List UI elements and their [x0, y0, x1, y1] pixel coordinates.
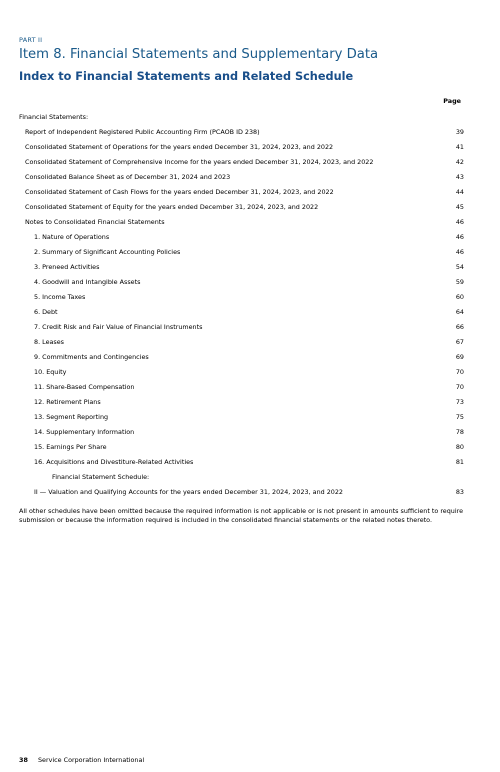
toc-row	[19, 307, 464, 322]
toc-entry-label: Consolidated Statement of Comprehensive Income for the years ended December 31, 2024, 2023, and 2022	[25, 158, 374, 166]
toc-row	[19, 442, 464, 457]
toc-row	[19, 367, 464, 382]
toc-entry-label: Notes to Consolidated Financial Statements	[25, 218, 165, 226]
toc-row	[19, 412, 464, 427]
toc-entry-page: 73	[455, 398, 464, 406]
toc-entry-label: 16. Acquisitions and Divestiture-Related Activities	[34, 458, 194, 466]
toc-entry-label: 15. Earnings Per Share	[34, 443, 107, 451]
toc-entry-page: 46	[455, 218, 464, 226]
page-column-header: Page	[443, 97, 461, 105]
table-of-contents	[19, 112, 464, 502]
toc-entry-label: 4. Goodwill and Intangible Assets	[34, 278, 141, 286]
toc-entry-label: 2. Summary of Significant Accounting Policies	[34, 248, 181, 256]
toc-entry-label: 8. Leases	[34, 338, 65, 346]
toc-entry-page: 54	[455, 263, 464, 271]
toc-row	[19, 157, 464, 172]
toc-entry-label: II — Valuation and Qualifying Accounts for the years ended December 31, 2024, 2023, and 2022	[34, 488, 343, 496]
toc-entry-page: 70	[455, 368, 464, 376]
toc-entry-page: 75	[455, 413, 464, 421]
toc-entry-page: 46	[455, 233, 464, 241]
schedules-note: All other schedules have been omitted because the required information is not applicable or is not present in amounts sufficient to require submission or because the information required is included in the consolidated financial statements or the related notes thereto.	[19, 507, 464, 525]
toc-entry-page: 81	[455, 458, 464, 466]
toc-entry-label: 12. Retirement Plans	[34, 398, 101, 406]
toc-row	[19, 232, 464, 247]
toc-entry-page: 59	[455, 278, 464, 286]
toc-entry-page: 46	[455, 248, 464, 256]
item-title: Item 8. Financial Statements and Supplementary Data	[19, 47, 379, 62]
toc-entry-label: Consolidated Statement of Operations for the years ended December 31, 2024, 2023, and 2022	[25, 143, 334, 151]
toc-entry-label: Consolidated Statement of Equity for the years ended December 31, 2024, 2023, and 2022	[25, 203, 319, 211]
toc-entry-page: 44	[455, 188, 464, 196]
toc-entry-label: 11. Share-Based Compensation	[34, 383, 135, 391]
toc-entry-page: 42	[455, 158, 464, 166]
toc-row	[19, 112, 464, 127]
toc-entry-label: Financial Statement Schedule:	[52, 473, 150, 481]
toc-entry-label: 3. Preneed Activities	[34, 263, 100, 271]
toc-entry-label: 9. Commitments and Contingencies	[34, 353, 149, 361]
toc-entry-page: 70	[455, 383, 464, 391]
toc-row	[19, 352, 464, 367]
index-title: Index to Financial Statements and Related Schedule	[19, 70, 354, 83]
toc-row	[19, 172, 464, 187]
toc-row	[19, 262, 464, 277]
toc-entry-label: 14. Supplementary Information	[34, 428, 135, 436]
toc-row	[19, 427, 464, 442]
toc-row	[19, 127, 464, 142]
toc-row	[19, 322, 464, 337]
toc-entry-page: 45	[455, 203, 464, 211]
toc-entry-label: 1. Nature of Operations	[34, 233, 110, 241]
toc-entry-label: Report of Independent Registered Public Accounting Firm (PCAOB ID 238)	[25, 128, 260, 136]
toc-entry-label: Consolidated Balance Sheet as of December 31, 2024 and 2023	[25, 173, 231, 181]
toc-row	[19, 217, 464, 232]
toc-entry-page: 41	[455, 143, 464, 151]
toc-entry-label: Financial Statements:	[19, 113, 89, 121]
toc-row	[19, 202, 464, 217]
toc-entry-page: 60	[455, 293, 464, 301]
footer-page-number: 38	[19, 756, 28, 764]
toc-entry-page: 66	[455, 323, 464, 331]
toc-row	[19, 457, 464, 472]
toc-row	[19, 292, 464, 307]
toc-entry-label: Consolidated Statement of Cash Flows for the years ended December 31, 2024, 2023, and 2022	[25, 188, 334, 196]
toc-entry-page: 78	[455, 428, 464, 436]
toc-entry-label: 13. Segment Reporting	[34, 413, 109, 421]
toc-row	[19, 187, 464, 202]
toc-entry-page: 83	[455, 488, 464, 496]
toc-row	[19, 472, 464, 487]
toc-entry-page: 64	[455, 308, 464, 316]
toc-row	[19, 337, 464, 352]
toc-entry-label: 6. Debt	[34, 308, 58, 316]
toc-entry-page: 39	[455, 128, 464, 136]
toc-row	[19, 382, 464, 397]
toc-entry-page: 43	[455, 173, 464, 181]
page-footer	[19, 756, 144, 764]
toc-entry-label: 7. Credit Risk and Fair Value of Financial Instruments	[34, 323, 203, 331]
toc-entry-page: 67	[455, 338, 464, 346]
toc-row	[19, 142, 464, 157]
toc-row	[19, 397, 464, 412]
toc-entry-page: 80	[455, 443, 464, 451]
toc-entry-label: 10. Equity	[34, 368, 67, 376]
toc-entry-label: 5. Income Taxes	[34, 293, 86, 301]
toc-row	[19, 277, 464, 292]
toc-row	[19, 487, 464, 502]
toc-row	[19, 247, 464, 262]
toc-entry-page: 69	[455, 353, 464, 361]
footer-company: Service Corporation International	[37, 756, 145, 764]
part-label: PART II	[19, 36, 43, 44]
